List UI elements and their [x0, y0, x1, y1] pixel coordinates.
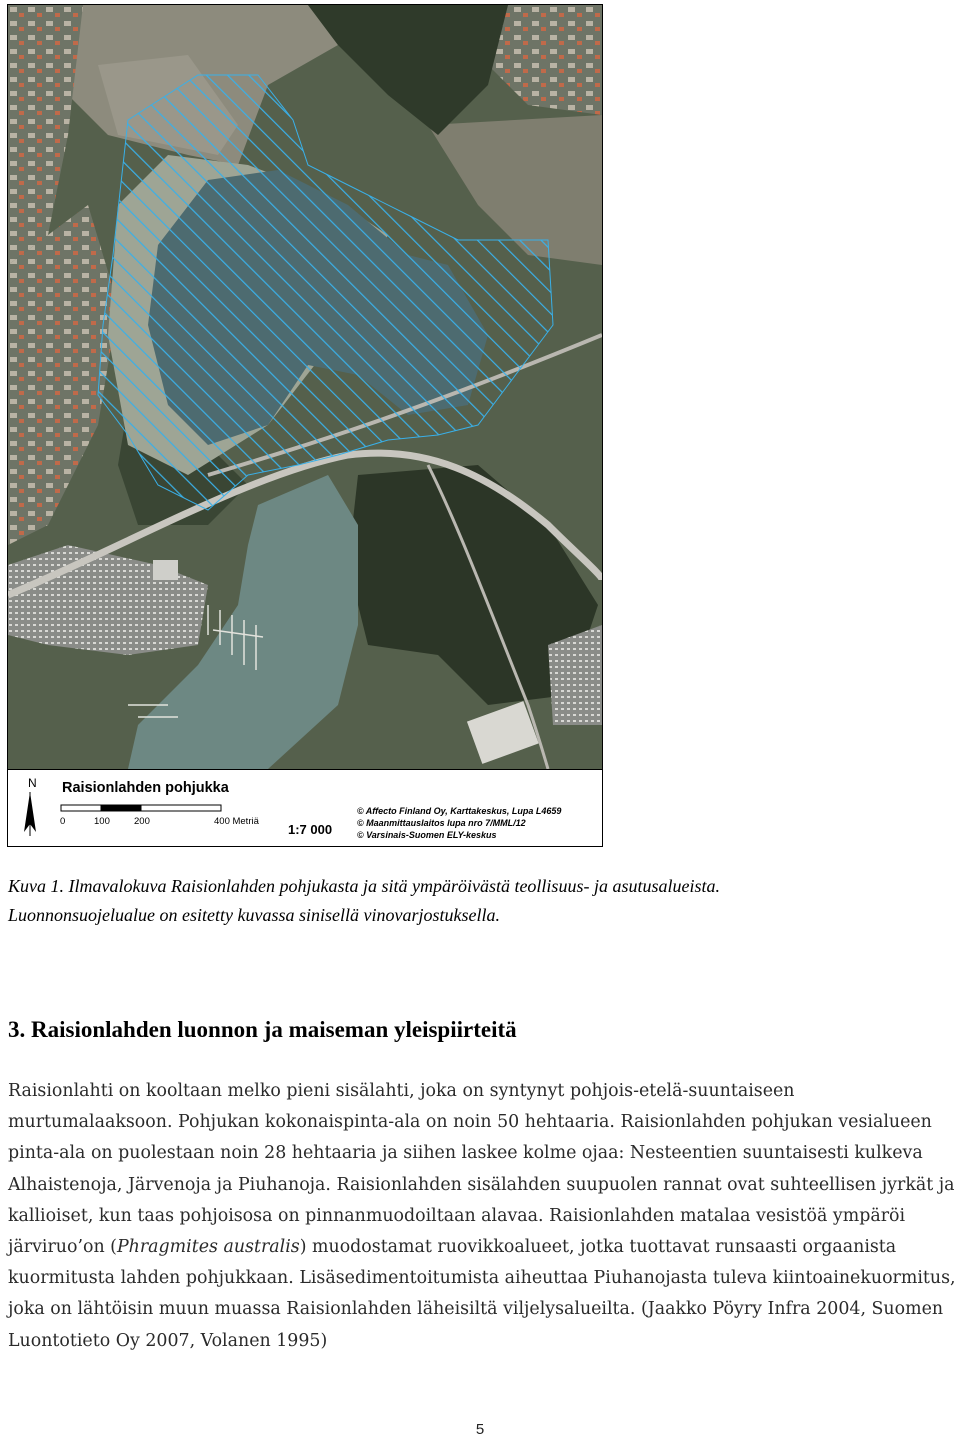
- scale-bar: [60, 804, 232, 814]
- copyright-line: © Affecto Finland Oy, Karttakeskus, Lupa L4659: [357, 806, 562, 816]
- scale-ratio: 1:7 000: [288, 822, 333, 837]
- page-number: 5: [475, 1421, 485, 1438]
- section-body: [8, 1076, 956, 1357]
- scale-tick-label: 0: [60, 816, 66, 827]
- scale-tick-label: 200: [134, 816, 150, 827]
- body-text-end: ) muodostamat ruovikkoalueet, jotka tuottavat runsaasti orgaanista kuormitusta lahden pohjukkaan. Lisäsedimentoitumista aiheuttaa Piuhanojasta tuleva kiintoainekuormitus, joka on lähtöisin muun muassa Raisionlahden läheisiltä viljelysalueilta. (Jaakko Pöyry Infra 2004, Suomen Luontotieto Oy 2007, Volanen 1995): [8, 1237, 956, 1351]
- copyright-line: © Varsinais-Suomen ELY-keskus: [357, 830, 497, 840]
- north-label: N: [28, 776, 37, 790]
- section-heading: 3. Raisionlahden luonnon ja maiseman yleispiirteitä: [8, 1017, 517, 1042]
- body-paragraph: [8, 1076, 956, 1357]
- map-title: Raisionlahden pohjukka: [62, 780, 229, 796]
- body-text-start: Raisionlahti on kooltaan melko pieni sisälahti, joka on syntynyt pohjois-etelä-suuntaiseen murtumalaaksoon. Pohjukan kokonaispinta-ala on noin 50 hehtaaria. Raisionlahden pohjukan vesialueen pinta-ala on puolestaan noin 28 hehtaaria ja siihen laskee kolme ojaa: Nesteentien suuntaisesti kulkeva Alhaistenoja, Järvenoja ja Piuhanoja. Raisionlahden sisälahden suupuolen rannat ovat suhteellisen jyrkät ja kallioiset, kun taas pohjoisosa on pinnanmuodoiltaan alavaa. Raisionlahden matalaa vesistöä ympäröi järviruo’on (: [8, 1081, 955, 1258]
- copyright-line: © Maanmittauslaitos lupa nro 7/MML/12: [357, 818, 526, 828]
- scale-tick-label: 400 Metriä: [214, 816, 259, 827]
- aerial-photo: [8, 5, 602, 769]
- caption-line: Kuva 1. Ilmavalokuva Raisionlahden pohjukasta ja sitä ympäröivästä teollisuus- ja asutusalueista.: [8, 876, 720, 896]
- scale-tick-label: 100: [94, 816, 110, 827]
- industrial-building: [153, 560, 178, 580]
- species-name: Phragmites australis: [116, 1237, 300, 1258]
- caption-line: Luonnonsuojelualue on esitetty kuvassa sinisellä vinovarjostuksella.: [8, 905, 500, 925]
- map-figure: [7, 4, 603, 847]
- map-legend: [8, 769, 602, 847]
- figure-caption: [8, 872, 948, 930]
- north-arrow-icon: [22, 792, 38, 836]
